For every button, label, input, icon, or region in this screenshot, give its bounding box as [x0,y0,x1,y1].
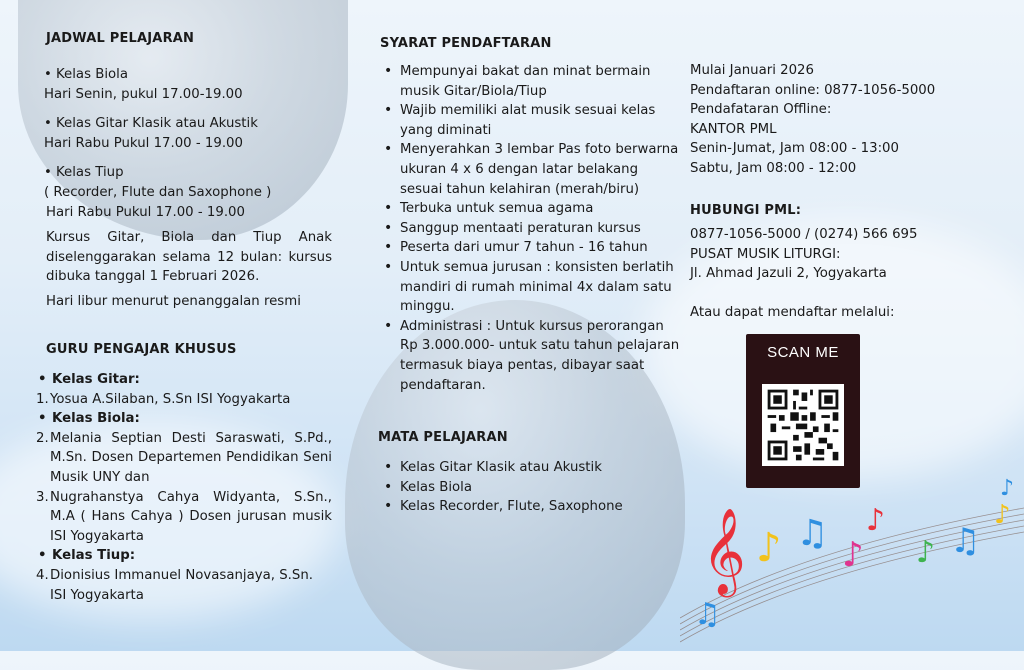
teacher-item [38,429,332,488]
teacher-number: 3. [36,489,49,505]
list-item: • Administrasi : Untuk kursus perorangan Rp 3.000.000- untuk satu tahun pelajaran termasuk biaya pentas, dibayar saat pendaftaran. [400,317,682,395]
organization-name: PUSAT MUSIK LITURGI: [690,246,841,262]
list-item: • Kelas Tiup ( Recorder, Flute dan Saxophone ) Hari Rabu Pukul 17.00 - 19.00 [44,163,334,222]
music-note-icon: ♪ [842,535,864,575]
list-item: • Wajib memiliki alat musik sesuai kelas yang diminati [400,101,682,140]
teacher-item [38,390,332,410]
schedule-list [44,65,334,222]
music-note-icon: ♪ [866,503,886,538]
requirements-list [378,62,682,395]
contact-info [690,225,917,284]
list-item: • Peserta dari umur 7 tahun - 16 tahun [400,238,682,258]
registration-info [690,61,935,179]
wind-class-label: Kelas Tiup: [52,548,136,564]
music-note-icon: ♫ [796,513,829,554]
music-note-icon: ♪ [994,500,1011,530]
office-name: KANTOR PML [690,121,777,137]
list-item: • Menyerahkan 3 lembar Pas foto berwarna ukuran 4 x 6 dengan latar belakang sesuai tahun kelahiran (merah/biru) [400,140,682,199]
subjects-title: MATA PELAJARAN [378,430,508,445]
holiday-text: Hari libur menurut penanggalan resmi [46,294,301,309]
schedule-item-time: Hari Rabu Pukul 17.00 - 19.00 [46,204,245,220]
list-item: • Kelas Biola Hari Senin, pukul 17.00-19.00 [44,65,334,104]
treble-clef-icon: 𝄞 [702,508,746,594]
music-note-icon: ♪ [756,525,782,571]
start-date: Mulai Januari 2026 [690,63,814,78]
weekday-hours: Senin-Jumat, Jam 08:00 - 13:00 [690,141,899,157]
list-item: • Kelas Biola [400,478,682,498]
list-item: • Kelas Recorder, Flute, Saxophone [400,497,682,517]
teacher-name: Nugrahanstya Cahya Widyanta, S.Sn., M.A ( Hans Cahya ) Dosen jurusan musik ISI Yogyakarta [50,489,332,544]
teacher-name: Melania Septian Desti Saraswati, S.Pd., M.Sn. Dosen Departemen Pendidikan Seni Musik UNY dan [50,430,332,485]
list-item: • Kelas Gitar Klasik atau Akustik Hari Rabu Pukul 17.00 - 19.00 [44,114,334,153]
schedule-item-time: Hari Senin, pukul 17.00-19.00 [44,86,243,102]
course-text: Kursus Gitar, Biola dan Tiup Anak diselenggarakan selama 12 bulan: kursus dibuka tanggal 1 Februari 2026. [46,230,332,285]
qr-code-icon[interactable] [762,384,844,466]
register-via-text: Atau dapat mendaftar melalui: [690,305,895,320]
teacher-category: • Kelas Tiup: [38,548,136,564]
list-item: • Kelas Gitar Klasik atau Akustik [400,458,682,478]
schedule-item-time: Hari Rabu Pukul 17.00 - 19.00 [44,135,243,151]
music-note-icon: ♫ [694,597,721,632]
schedule-title: JADWAL PELAJARAN [46,31,195,46]
schedule-item-label: Kelas Tiup [56,165,124,181]
teacher-item [38,488,332,547]
teachers-list [38,370,332,605]
schedule-item-label: Kelas Gitar Klasik atau Akustik [56,116,258,132]
teacher-number: 4. [36,567,49,583]
teacher-name: Yosua A.Silaban, S.Sn ISI Yogyakarta [50,391,291,407]
address: Jl. Ahmad Jazuli 2, Yogyakarta [690,266,887,282]
teacher-number: 2. [36,430,49,446]
offline-registration-label: Pendafataran Offline: [690,102,832,118]
music-note-icon: ♫ [950,521,981,561]
list-item: • Sanggup mentaati peraturan kursus [400,219,682,239]
guitar-class-label: Kelas Gitar: [52,372,140,387]
list-item: • Mempunyai bakat dan minat bermain musik Gitar/Biola/Tiup [400,62,682,101]
teacher-number: 1. [36,391,49,407]
online-registration: Pendaftaran online: 0877-1056-5000 [690,82,936,98]
teacher-name: Dionisius Immanuel Novasanjaya, S.Sn. ISI Yogyakarta [50,567,314,603]
music-note-icon: ♪ [1000,476,1015,501]
teacher-category: • Kelas Biola: [38,411,140,427]
schedule-item-label: Kelas Biola [56,67,129,82]
qr-code-card[interactable] [746,334,860,488]
violin-class-label: Kelas Biola: [52,411,140,427]
list-item: • Untuk semua jurusan : konsisten berlatih mandiri di rumah minimal 4x dalam satu minggu. [400,258,682,317]
saturday-hours: Sabtu, Jam 08:00 - 12:00 [690,160,857,176]
teacher-category: • Kelas Gitar: [38,372,140,387]
phone-numbers: 0877-1056-5000 / (0274) 566 695 [690,227,918,242]
music-note-icon: ♪ [916,535,936,570]
list-item: • Terbuka untuk semua agama [400,199,682,219]
teacher-item [38,566,332,605]
requirements-title: SYARAT PENDAFTARAN [380,36,552,51]
teachers-title: GURU PENGAJAR KHUSUS [46,342,237,357]
subjects-list [378,458,682,517]
contact-title: HUBUNGI PML: [690,203,802,218]
scan-me-label: SCAN ME [767,344,839,361]
schedule-item-detail: ( Recorder, Flute dan Saxophone ) [44,184,272,200]
